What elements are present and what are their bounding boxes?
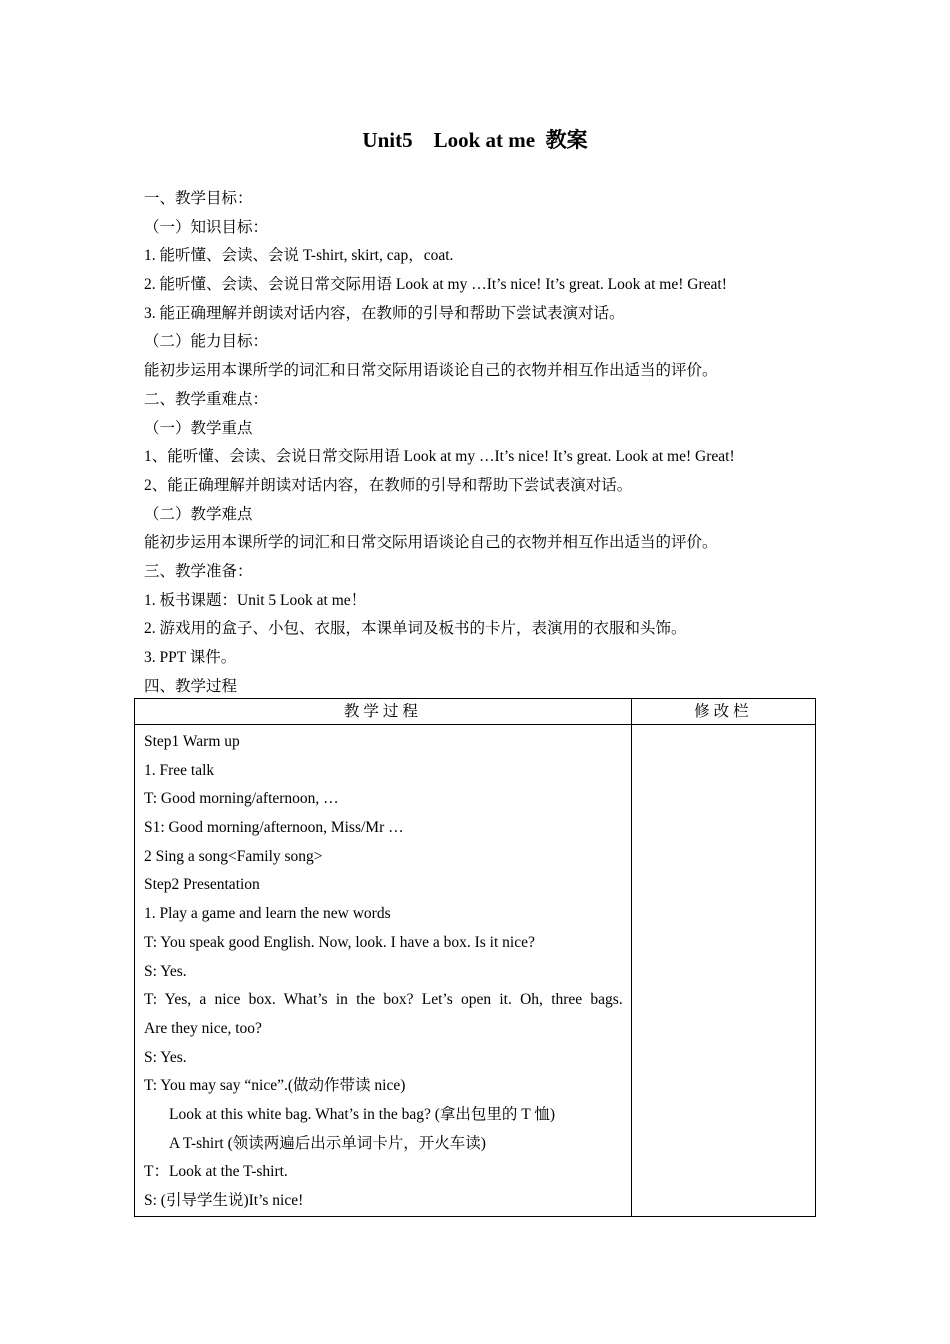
table-line: Look at this white bag. What’s in the bag? (拿出包里的 T 恤) bbox=[169, 1105, 556, 1123]
subheading-key-points: （一）教学重点 bbox=[144, 419, 253, 437]
table-body-row bbox=[135, 725, 816, 1217]
table-line: T: Yes, a nice box. What’s in the box? Let’s open it. Oh, three bags. bbox=[144, 991, 623, 1009]
table-line: 2 Sing a song<Family song> bbox=[144, 847, 323, 865]
table-line: Step2 Presentation bbox=[144, 876, 260, 894]
subheading-knowledge: （一）知识目标： bbox=[144, 218, 269, 236]
objective-item: 1. 能听懂、会读、会说 T-shirt, skirt, cap，coat. bbox=[144, 247, 454, 265]
preparation-item: 2. 游戏用的盒子、小包、衣服，本课单词及板书的卡片，表演用的衣服和头饰。 bbox=[144, 620, 687, 638]
lesson-plan-body bbox=[144, 185, 824, 701]
table-line: S1: Good morning/afternoon, Miss/Mr … bbox=[144, 819, 404, 837]
process-cell bbox=[135, 725, 632, 1217]
header-revision-column: 修改栏 bbox=[631, 699, 815, 725]
ability-text: 能初步运用本课所学的词汇和日常交际用语谈论自己的衣物并相互作出适当的评价。 bbox=[144, 362, 718, 380]
preparation-item: 3. PPT 课件。 bbox=[144, 649, 237, 666]
table-line: T: You speak good English. Now, look. I have a box. Is it nice? bbox=[144, 933, 535, 951]
section-heading-objectives: 一、教学目标： bbox=[144, 190, 253, 207]
section-heading-key-points: 二、教学重难点： bbox=[144, 390, 269, 408]
table-line: S: Yes. bbox=[144, 1048, 187, 1066]
header-teaching-process: 教学过程 bbox=[135, 699, 632, 725]
objective-item: 2. 能听懂、会读、会说日常交际用语 Look at my …It’s nice! It’s great. Look at me! Great! bbox=[144, 276, 727, 294]
table-line: T: You may say “nice”.(做动作带读 nice) bbox=[144, 1077, 406, 1095]
key-point-item: 1、能听懂、会读、会说日常交际用语 Look at my …It’s nice! It’s great. Look at me! Great! bbox=[144, 448, 735, 466]
table-line: T: Good morning/afternoon, … bbox=[144, 790, 339, 808]
teaching-process-table bbox=[134, 698, 816, 1217]
key-point-item: 2、能正确理解并朗读对话内容，在教师的引导和帮助下尝试表演对话。 bbox=[144, 476, 633, 494]
table-header-row bbox=[135, 699, 816, 725]
table-line: A T-shirt (领读两遍后出示单词卡片，开火车读) bbox=[169, 1134, 486, 1152]
table-line: S: (引导学生说)It’s nice! bbox=[144, 1192, 304, 1209]
subheading-difficulties: （二）教学难点 bbox=[144, 505, 253, 523]
preparation-item: 1. 板书课题：Unit 5 Look at me！ bbox=[144, 591, 367, 609]
table-line: S: Yes. bbox=[144, 962, 187, 980]
table-line: T：Look at the T-shirt. bbox=[144, 1163, 288, 1181]
objective-item: 3. 能正确理解并朗读对话内容，在教师的引导和帮助下尝试表演对话。 bbox=[144, 304, 625, 322]
document-title: Unit5 Look at me 教案 bbox=[362, 128, 588, 152]
table-line: Are they nice, too? bbox=[144, 1019, 262, 1037]
section-heading-preparation: 三、教学准备： bbox=[144, 562, 253, 580]
revision-cell bbox=[631, 725, 815, 1217]
table-line: 1. Play a game and learn the new words bbox=[144, 905, 391, 923]
table-line: Step1 Warm up bbox=[144, 733, 240, 750]
difficulty-text: 能初步运用本课所学的词汇和日常交际用语谈论自己的衣物并相互作出适当的评价。 bbox=[144, 534, 718, 552]
subheading-ability: （二）能力目标： bbox=[144, 333, 269, 351]
table-line: 1. Free talk bbox=[144, 761, 215, 779]
section-heading-process: 四、教学过程 bbox=[144, 677, 238, 695]
